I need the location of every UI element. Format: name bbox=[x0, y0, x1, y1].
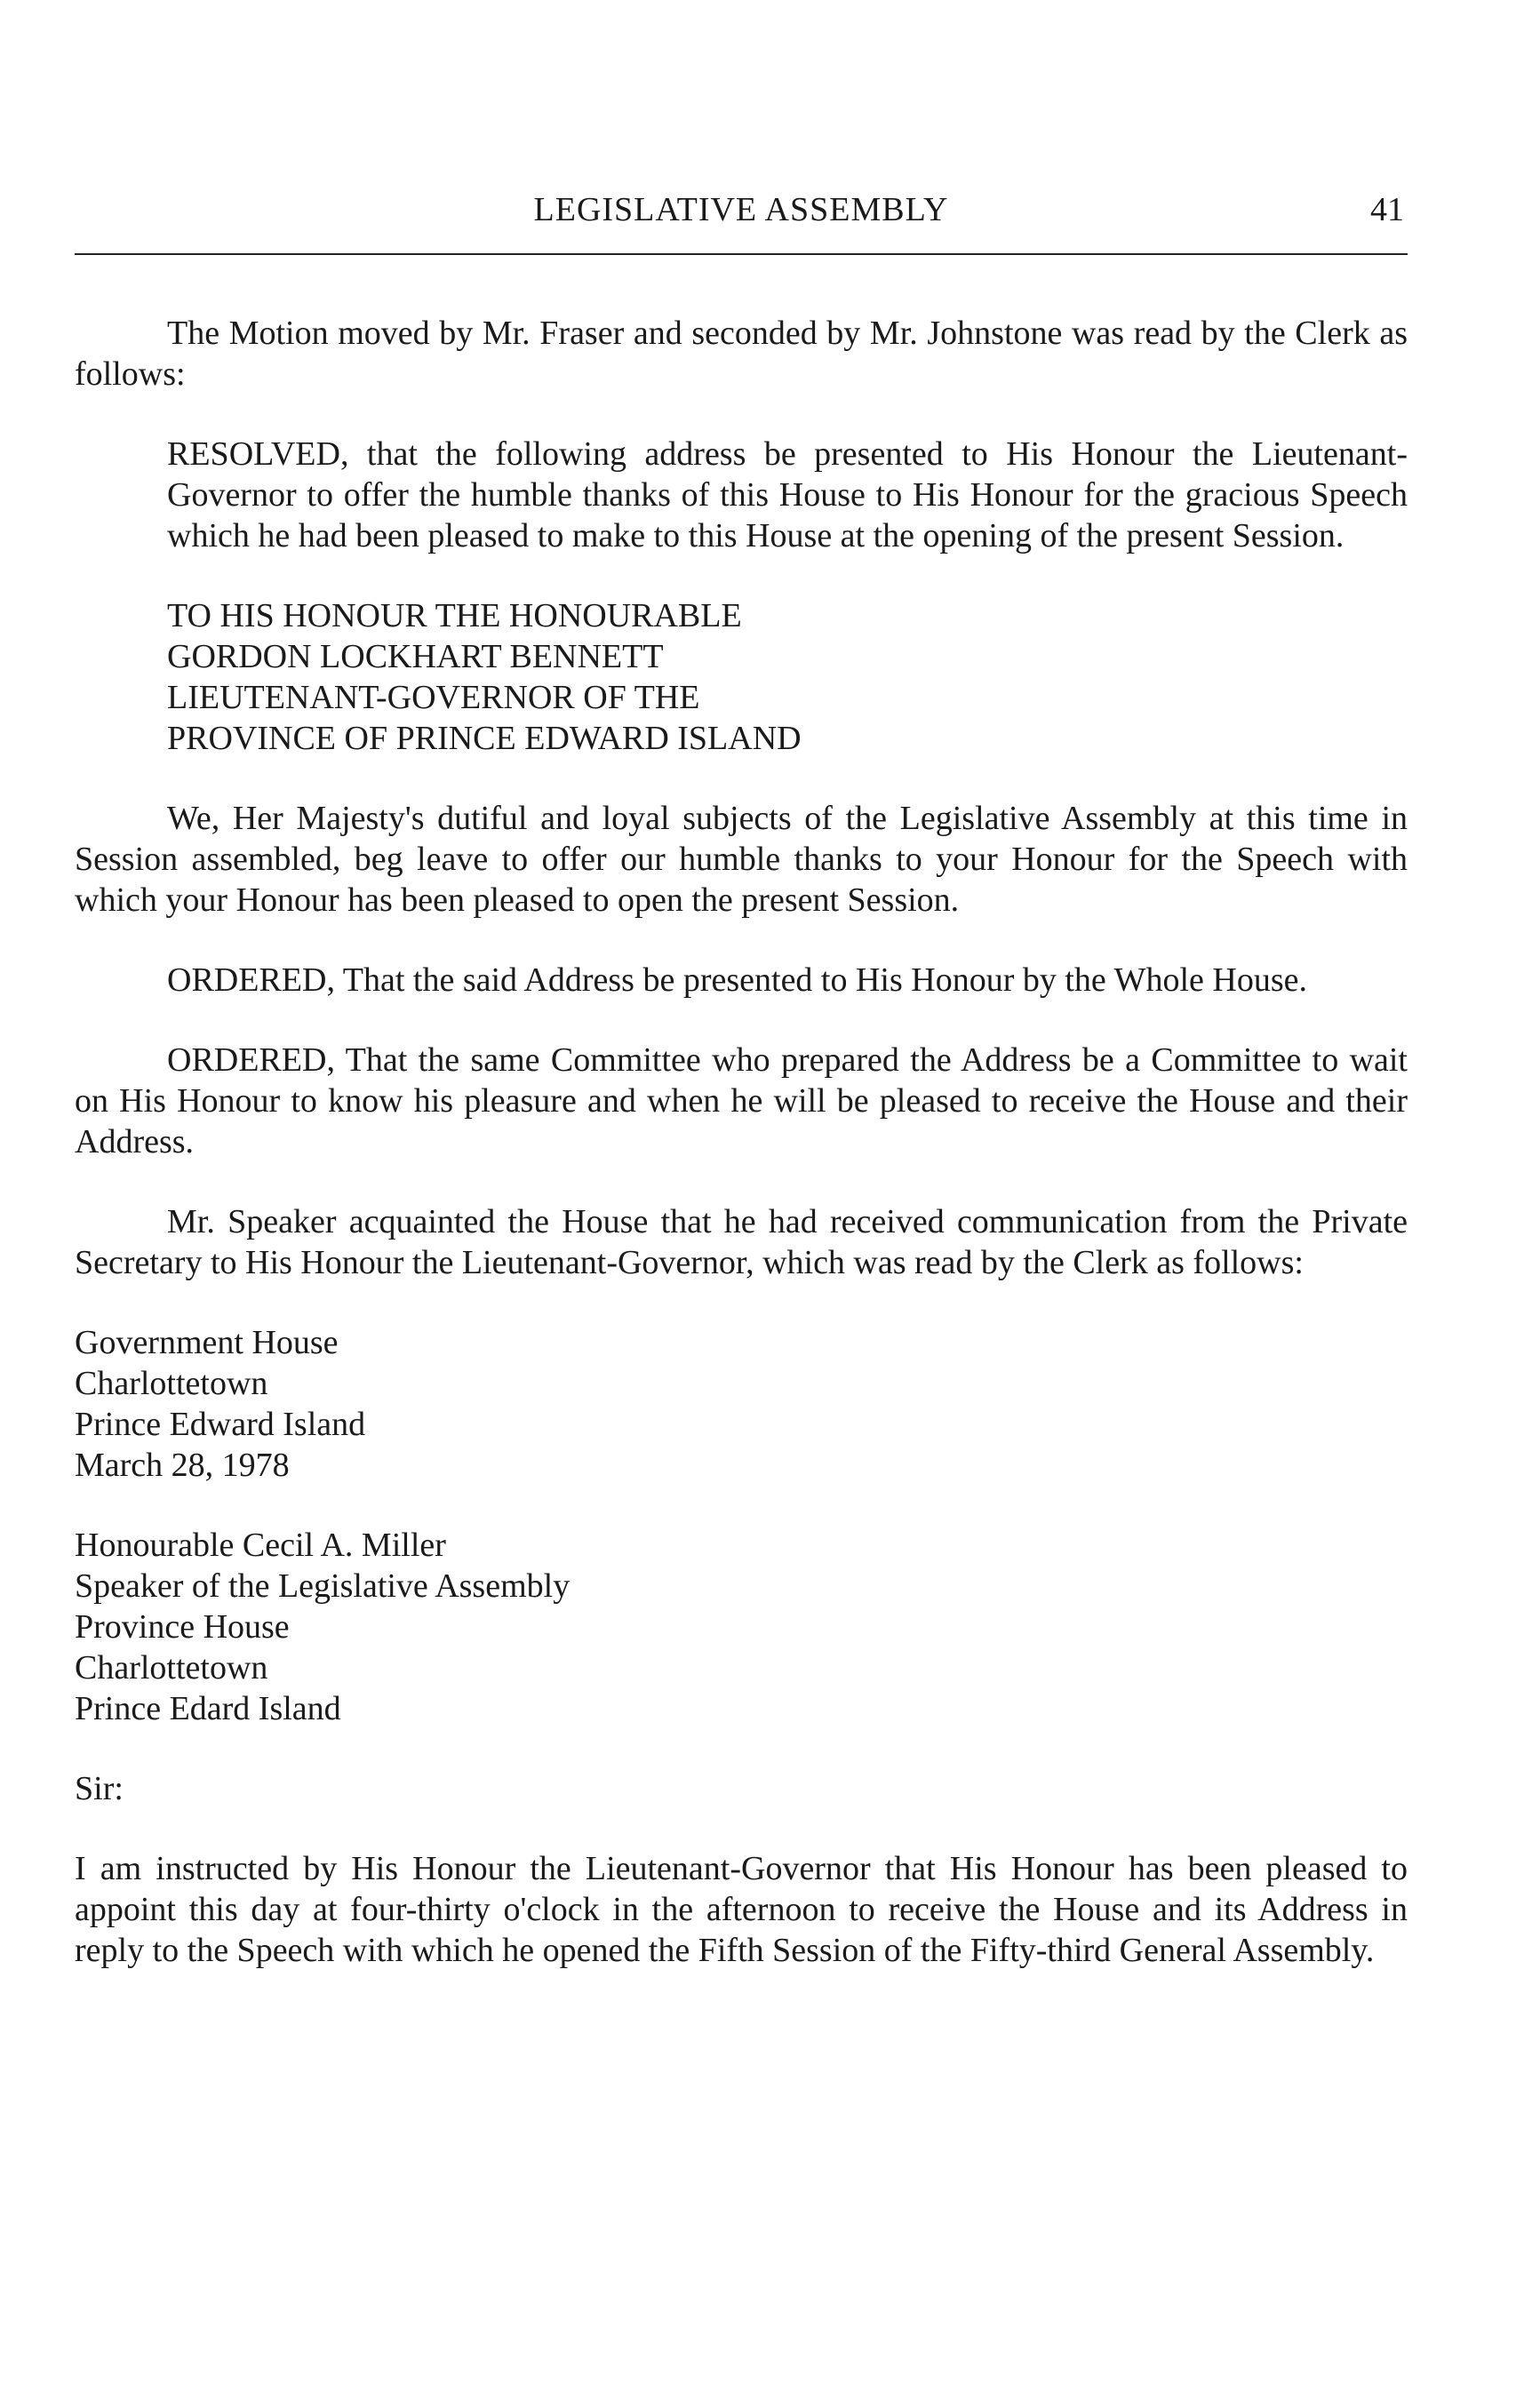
body-text bbox=[75, 313, 1408, 2010]
address-line: PROVINCE OF PRINCE EDWARD ISLAND bbox=[167, 720, 802, 757]
address-line: TO HIS HONOUR THE HONOURABLE bbox=[167, 597, 742, 634]
sender-line: Prince Edward Island bbox=[75, 1406, 366, 1443]
running-title: LEGISLATIVE ASSEMBLY bbox=[533, 191, 949, 228]
recipient-line: Prince Edard Island bbox=[75, 1690, 341, 1727]
motion-intro: The Motion moved by Mr. Fraser and seconded by Mr. Johnstone was read by the Clerk as follows: bbox=[75, 315, 1408, 393]
letter-date: March 28, 1978 bbox=[75, 1447, 290, 1484]
resolved-paragraph: RESOLVED, that the following address be presented to His Honour the Lieutenant-Governor to offer the humble thanks of this House to His Honour for the gracious Speech which he had been pleased to make to this House at the opening of the present Session. bbox=[167, 435, 1408, 554]
page-number: 41 bbox=[1370, 191, 1404, 228]
letter-body: I am instructed by His Honour the Lieutenant-Governor that His Honour has been pleased to appoint this day at four-thirty o'clock in the afternoon to receive the House and its Address in reply to the Speech with which he opened the Fifth Session of the Fifty-third General Assembly. bbox=[75, 1850, 1408, 1969]
header-rule bbox=[75, 253, 1408, 255]
sender-line: Government House bbox=[75, 1324, 339, 1361]
letter-recipient-block bbox=[75, 1525, 1408, 1729]
ordered-paragraph-1: ORDERED, That the said Address be presented to His Honour by the Whole House. bbox=[167, 961, 1308, 999]
ordered-paragraph-2: ORDERED, That the same Committee who prepared the Address be a Committee to wait on His Honour to know his pleasure and when he will be pleased to receive the House and their Address. bbox=[75, 1041, 1408, 1160]
recipient-line: Speaker of the Legislative Assembly bbox=[75, 1567, 571, 1605]
address-recipient bbox=[167, 595, 1408, 759]
recipient-line: Province House bbox=[75, 1608, 290, 1646]
running-header bbox=[75, 190, 1408, 240]
recipient-line: Honourable Cecil A. Miller bbox=[75, 1527, 446, 1564]
letter-sender-block bbox=[75, 1322, 1408, 1486]
salutation: Sir: bbox=[75, 1770, 124, 1807]
address-line: GORDON LOCKHART BENNETT bbox=[167, 638, 664, 675]
speaker-note: Mr. Speaker acquainted the House that he had received communication from the Private Secretary to His Honour the Lieutenant-Governor, which was read by the Clerk as follows: bbox=[75, 1203, 1408, 1281]
address-line: LIEUTENANT-GOVERNOR OF THE bbox=[167, 679, 700, 716]
sender-line: Charlottetown bbox=[75, 1365, 268, 1402]
address-text: We, Her Majesty's dutiful and loyal subjects of the Legislative Assembly at this time in Session assembled, beg leave to offer our humble thanks to your Honour for the Speech with which your Honour has been pleased to open the present Session. bbox=[75, 800, 1408, 919]
recipient-line: Charlottetown bbox=[75, 1649, 268, 1686]
